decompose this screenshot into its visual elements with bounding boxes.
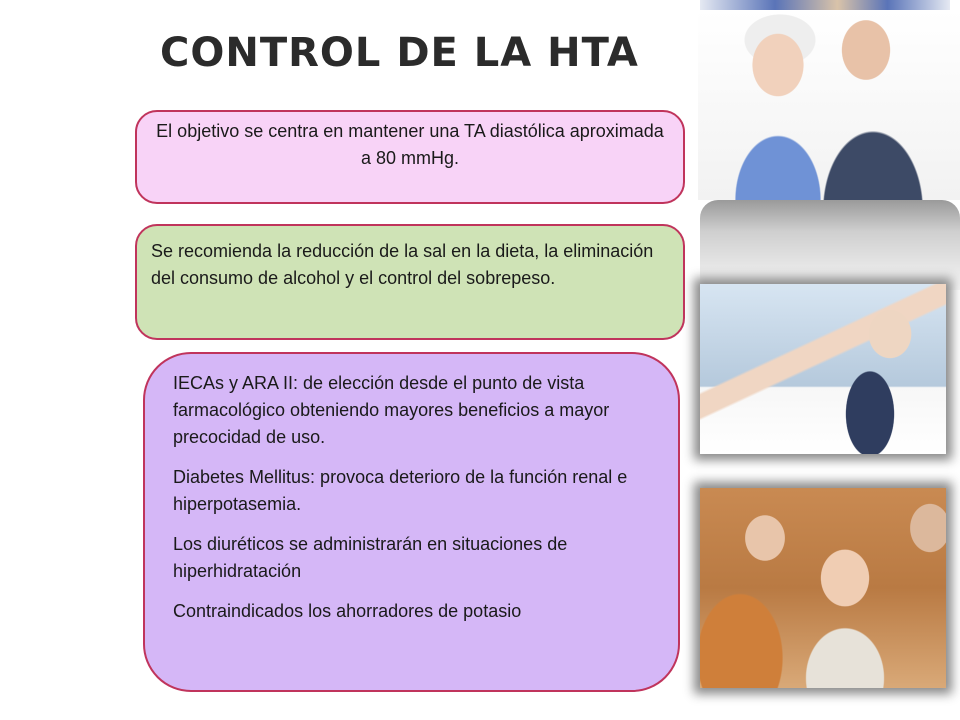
slide-title: CONTROL DE LA HTA	[160, 30, 639, 76]
pharmacology-box	[143, 352, 680, 692]
recommendation-box	[135, 224, 685, 340]
photo-seniors-dumbbells	[698, 10, 960, 200]
pharmacology-paragraph-diuretics: Los diuréticos se administrarán en situaciones de hiperhidratación	[173, 534, 568, 581]
pharmacology-paragraph-ieca: IECAs y ARA II: de elección desde el punto de vista farmacológico obteniendo mayores beneficios a mayor precocidad de uso.	[173, 373, 610, 447]
pharmacology-paragraph-contraindicated: Contraindicados los ahorradores de potasio	[173, 601, 522, 621]
photo-seniors-stretching	[700, 488, 946, 688]
recommendation-text: Se recomienda la reducción de la sal en la dieta, la eliminación del consumo de alcohol y el control del sobrepeso.	[151, 241, 654, 288]
photo-top-strip	[700, 0, 950, 10]
photo-senior-pilates	[700, 284, 946, 454]
pharmacology-paragraph-diabetes: Diabetes Mellitus: provoca deterioro de la función renal e hiperpotasemia.	[173, 467, 628, 514]
decorative-shadow-card	[700, 200, 960, 290]
objective-box	[135, 110, 685, 204]
objective-text: El objetivo se centra en mantener una TA diastólica aproximada a 80 mmHg.	[156, 121, 664, 168]
